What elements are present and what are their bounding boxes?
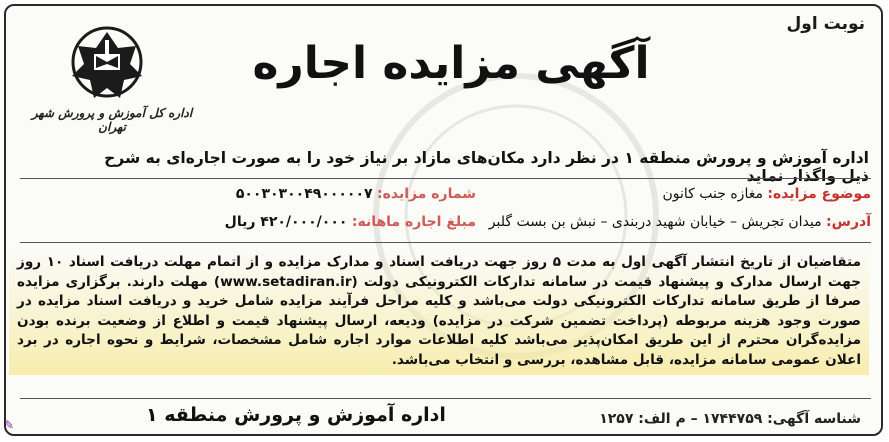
- paragraph-procedure: برگزاری مزایده صرفا از طریق سامانه تدارکات الکترونیکی دولت می‌باشد و کلیه مراحل فرآیند مزایده شامل خرید و دریافت اسناد مزایده در صورت وجود هزینه مربوطه (پرداخت تضمین شرکت در مزایده) ودیعه، ارسال پیشنهاد قیمت و اطلاع از وضعیت برنده بودن مزایده‌گران محترم از این طریق امکان‌پذیر می‌باشد: [17, 273, 862, 349]
- address-value: میدان تجریش – خیابان شهید دربندی – نبش بن بست گلبر: [488, 214, 822, 230]
- auction-number-value: ۵۰۰۳۰۳۰۰۴۹۰۰۰۰۰۷: [235, 186, 373, 202]
- turn-label: نوبت اول: [786, 14, 865, 34]
- ad-id: شناسه آگهی: ۱۷۴۴۷۵۹ – م الف: ۱۲۵۷: [599, 411, 861, 427]
- subject-label: موضوع مزایده:: [767, 186, 871, 202]
- divider: [20, 178, 871, 179]
- corner-mark-icon: ✎: [4, 418, 15, 432]
- address-row: [489, 214, 871, 230]
- logo-caption: اداره کل آموزش و پرورش شهر تهران: [31, 106, 193, 134]
- subject-value: مغازه جنب کانون: [662, 186, 763, 202]
- notice-frame: [4, 4, 883, 436]
- conditions-text: [9, 249, 869, 375]
- rent-value: ۴۲۰/۰۰۰/۰۰۰ ریال: [224, 214, 348, 230]
- paragraph-info: کلیه اطلاعات موارد اجاره شامل مشخصات، شرایط و نحوه اجاره در برد اعلان عمومی سامانه مزایده، قابل مشاهده، بررسی و انتخاب می‌باشد.: [17, 332, 861, 368]
- rent-row: [225, 214, 476, 230]
- page-title: آگهی مزایده اجاره: [252, 38, 650, 89]
- rent-label: مبلغ اجاره ماهانه:: [351, 214, 476, 230]
- divider: [20, 242, 871, 243]
- subject-row: [662, 186, 871, 202]
- auction-number-row: [236, 186, 476, 202]
- divider: [20, 398, 871, 399]
- paragraph-deadline: متقاضیان از تاریخ انتشار آگهی اول به مدت ۵ روز جهت دریافت اسناد و مدارک مزایده و از اتمام مهلت دریافت اسناد ۱۰ روز جهت ارسال مدارک و پیشنهاد قیمت در سامانه تدارکات الکترونیکی دولت (www.setadiran.ir) مهلت دارند.: [17, 254, 862, 290]
- footer-organization: اداره آموزش و پرورش منطقه ۱: [146, 404, 446, 426]
- auction-number-label: شماره مزایده:: [377, 186, 476, 202]
- intro-text: اداره آموزش و پرورش منطقه ۱ در نظر دارد مکان‌های مازاد بر نیاز خود را به صورت اجاره‌ای به شرح ذیل واگذار نماید: [104, 149, 869, 185]
- address-label: آدرس:: [826, 214, 871, 230]
